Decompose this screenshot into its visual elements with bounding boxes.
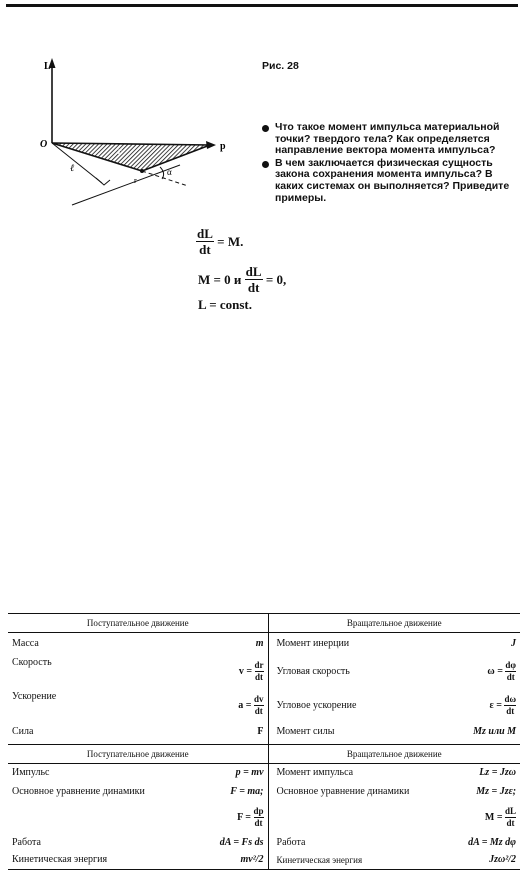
cell-formula: J: [511, 638, 517, 650]
table-row: [8, 781, 520, 801]
formula-2-num: dL: [245, 264, 262, 279]
cell-formula: dA = Fs ds: [188, 833, 268, 851]
cell-formula: p = mv: [188, 763, 268, 781]
table-header-1: [8, 614, 520, 633]
comparison-table: [8, 613, 520, 871]
cell-formula: ε = $\frac{d\omega}{dt}$: [489, 694, 517, 716]
cell-name: Момент инерции: [276, 638, 350, 650]
header-rotational: Вращательное движение: [268, 744, 520, 763]
figure-28-diagram: [30, 55, 260, 215]
questions-list: [262, 122, 514, 205]
table-row: [8, 833, 520, 851]
cell-formula: ω = $\frac{d\varphi}{dt}$: [487, 660, 517, 682]
table-row: [8, 763, 520, 781]
cell-formula: v = $\frac{dr}{dt}$: [188, 655, 268, 689]
label-l: L: [44, 61, 51, 72]
dashed-extension: [142, 171, 188, 186]
cell-name: Основное уравнение динамики: [12, 785, 145, 797]
cell-formula: a = $\frac{dv}{dt}$: [188, 689, 268, 723]
cell-formula: Lz = Jzω: [479, 766, 517, 778]
bullet-icon: [262, 125, 269, 132]
cell-name: Масса: [12, 638, 39, 650]
cell-formula: F: [188, 723, 268, 741]
formula-3: L = const.: [198, 297, 252, 312]
hatched-triangle: [52, 143, 210, 171]
perpendicular-line: [72, 165, 180, 205]
formula-1-fraction: [196, 226, 214, 257]
cell-name: Момент импульса: [276, 766, 354, 778]
cell-name: Кинетическая энергия: [8, 851, 188, 869]
label-l-small: ℓ: [70, 163, 75, 174]
cell-formula: dA = Mz dφ: [468, 836, 517, 848]
label-o: O: [40, 139, 48, 150]
formula-2-fraction: [245, 264, 263, 295]
formula-2-den: dt: [247, 280, 260, 295]
table-row: [8, 633, 520, 655]
table-header-2: [8, 744, 520, 763]
formula-2-lhs: M = 0 и: [198, 271, 242, 287]
cell-formula: F = ma;: [188, 781, 268, 801]
point-marker: [140, 169, 144, 173]
question-1: [262, 122, 514, 157]
table-row: [8, 689, 520, 723]
p-arrowhead: [206, 141, 216, 149]
cell-name: [8, 801, 188, 833]
cell-name: Угловая скорость: [276, 666, 350, 677]
cell-name: Кинетическая энергия: [268, 851, 430, 869]
cell-formula: Mz = Jzε;: [476, 785, 517, 797]
right-angle-marker: [96, 178, 110, 185]
header-rotational: Вращательное движение: [268, 614, 520, 633]
cell-formula: Jzω²/2: [430, 851, 520, 869]
formula-2: [198, 264, 286, 295]
angle-arc: [160, 167, 164, 179]
question-2: [262, 158, 514, 204]
formula-1-num: dL: [197, 226, 213, 241]
cell-name: Основное уравнение динамики: [276, 785, 410, 797]
bullet-icon: [262, 161, 269, 168]
formula-1: [196, 226, 243, 257]
table-row: [8, 851, 520, 869]
cell-formula: Mz или M: [473, 726, 517, 737]
cell-formula: F = $\frac{dp}{dt}$: [188, 801, 268, 833]
table-row: [8, 801, 520, 833]
cell-formula: m: [188, 633, 268, 655]
cell-formula: M = $\frac{dL}{dt}$: [484, 805, 517, 828]
cell-name: Угловое ускорение: [276, 700, 357, 711]
table-row: [8, 723, 520, 741]
cell-name: Работа: [12, 836, 41, 848]
cell-name: Скорость: [12, 656, 52, 668]
question-text: Что такое момент импульса материальной точки? твердого тела? Как определяется направление вектора момента импульса?: [275, 121, 500, 157]
formula-1-rhs: = M.: [217, 233, 244, 249]
cell-formula: mv²/2: [188, 851, 268, 869]
cell-name: Сила: [12, 726, 34, 737]
formula-1-den: dt: [199, 242, 211, 257]
cell-name: [268, 801, 430, 833]
label-alpha: α: [167, 167, 172, 177]
cell-name: Импульс: [12, 766, 50, 778]
label-r: r: [118, 146, 122, 156]
figure-caption: Рис. 28: [262, 60, 299, 72]
label-r-small: r: [134, 176, 137, 185]
question-text: В чем заключается физическая сущность закона сохранения момента импульса? В каких системах он выполняется? Приведите примеры.: [275, 156, 510, 204]
cell-name: Ускорение: [12, 690, 57, 702]
table-row: [8, 655, 520, 689]
cell-name: Работа: [276, 836, 306, 848]
header-translational: Поступательное движение: [8, 614, 268, 633]
top-rule: [6, 4, 518, 7]
label-p: p: [220, 141, 226, 152]
formula-2-rhs: = 0,: [265, 271, 287, 287]
cell-name: Момент силы: [276, 726, 335, 737]
header-translational: Поступательное движение: [8, 744, 268, 763]
